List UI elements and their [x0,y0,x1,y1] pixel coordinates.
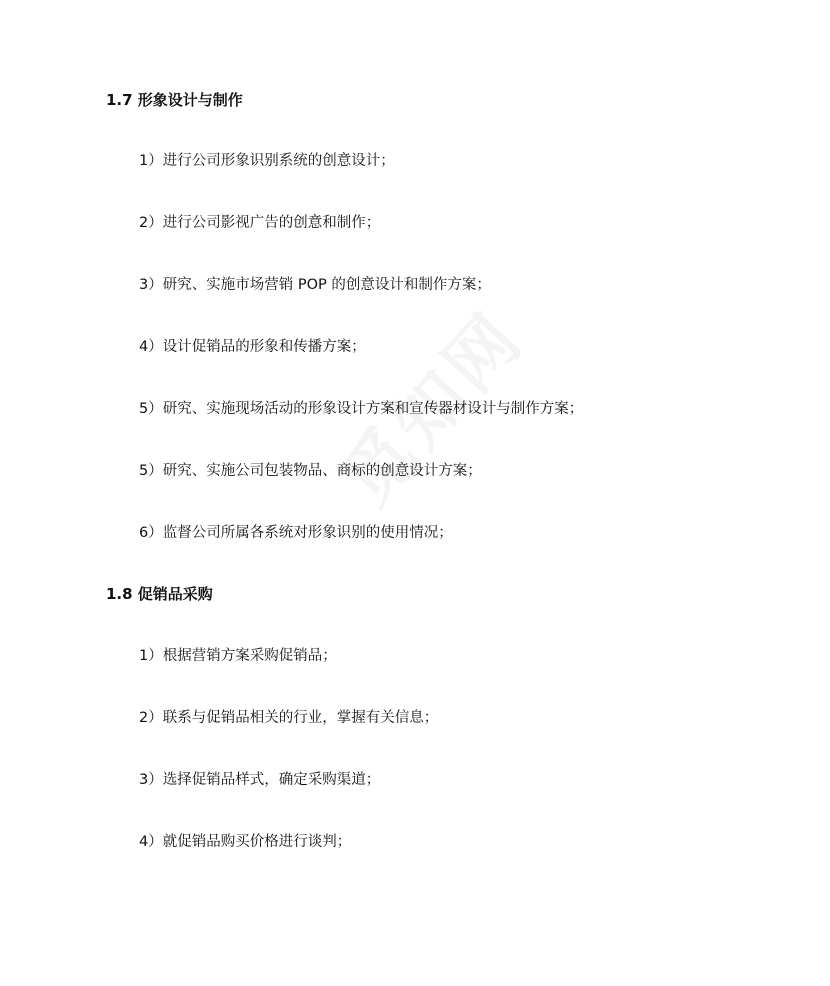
list-item: 2）联系与促销品相关的行业，掌握有关信息； [139,710,439,726]
list-item: 4）就促销品购买价格进行谈判； [139,834,352,850]
section-heading-1-7: 1.7 形象设计与制作 [106,91,243,109]
list-item: 1）进行公司形象识别系统的创意设计； [139,153,395,169]
list-item: 5）研究、实施公司包装物品、商标的创意设计方案； [139,463,482,479]
list-item: 3）选择促销品样式，确定采购渠道； [139,772,381,788]
list-item: 2）进行公司影视广告的创意和制作； [139,215,381,231]
list-item: 3）研究、实施市场营销 POP 的创意设计和制作方案； [139,277,491,293]
list-item: 6）监督公司所属各系统对形象识别的使用情况； [139,525,453,541]
list-item: 5）研究、实施现场活动的形象设计方案和宣传器材设计与制作方案； [139,401,584,417]
list-item: 4）设计促销品的形象和传播方案； [139,339,366,355]
list-item: 1）根据营销方案采购促销品； [139,648,337,664]
section-heading-1-8: 1.8 促销品采购 [106,585,213,603]
